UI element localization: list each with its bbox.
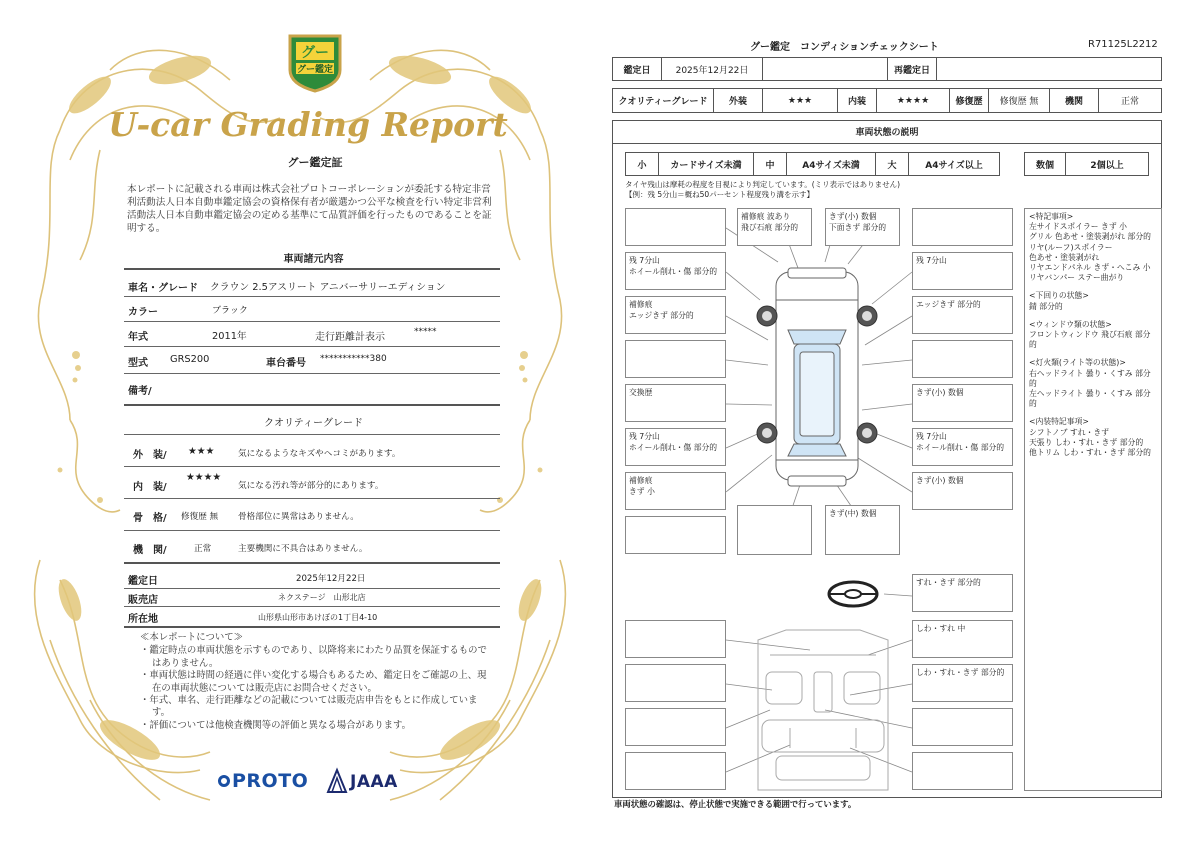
damage-box (912, 208, 1013, 246)
damage-box-rear-bumper: きず(中) 数個 (825, 505, 900, 555)
quality-section-title: クオリティーグレード (264, 418, 363, 429)
legend-count-desc: 2個以上 (1065, 152, 1149, 176)
appraisal-date-label: 鑑定日 (128, 576, 158, 587)
damage-box-front-under: きず(小) 数個 下面きず 部分的 (825, 208, 900, 246)
legend-count: 数個 (1024, 152, 1066, 176)
damage-box (625, 620, 726, 658)
jaaa-mark-icon (326, 768, 348, 794)
chassis-label: 車台番号 (266, 358, 306, 369)
divider (124, 562, 500, 564)
damage-box-front-right-tire: 残 7分山 (912, 252, 1013, 290)
divider (124, 466, 500, 467)
location-label: 所在地 (128, 614, 158, 625)
damage-box (912, 752, 1013, 790)
damage-box (737, 505, 812, 555)
proto-mark-icon (218, 775, 230, 787)
legend-small: 小 (625, 152, 659, 176)
legend-medium: 中 (753, 152, 787, 176)
damage-box-left-fender: 補修痕 エッジきず 部分的 (625, 296, 726, 334)
year-label: 年式 (128, 332, 148, 343)
damage-box (625, 208, 726, 246)
damage-box-front-left-tire: 残 7分山 ホイール削れ・傷 部分的 (625, 252, 726, 290)
report-script-title (108, 98, 508, 150)
reappraisal-value-cell (936, 57, 1162, 81)
damage-box-rear-right-tire: 残 7分山 ホイール削れ・傷 部分的 (912, 428, 1013, 466)
divider (124, 626, 500, 628)
divider (124, 606, 500, 607)
frame-grade-value: 修復歴 無 (181, 512, 219, 522)
mileage-value: ***** (414, 327, 437, 337)
interior-grade-label: 内 装/ (133, 482, 167, 493)
engine-label-cell: 機関 (1049, 88, 1099, 113)
damage-box-right-fender: エッジきず 部分的 (912, 296, 1013, 334)
engine-grade-label: 機 関/ (133, 545, 167, 556)
report-title-text: U-car Grading Report (108, 105, 508, 144)
goo-kantei-logo (286, 30, 344, 92)
model-value: GRS200 (170, 354, 210, 365)
special-notes-panel (1024, 208, 1162, 791)
appraisal-date-value: 2025年12月22日 (296, 574, 366, 584)
spec-section-title: 車両諸元内容 (283, 254, 344, 265)
color-label: カラー (128, 307, 158, 318)
jaaa-logo-text: JAAA (350, 772, 398, 792)
quality-label-cell: クオリティーグレード (612, 88, 714, 113)
divider (124, 434, 500, 435)
legend-medium-desc: A4サイズ未満 (786, 152, 876, 176)
divider (124, 498, 500, 499)
tire-note: タイヤ残山は摩耗の程度を目視により判定しています。(ミリ表示ではありません) (625, 180, 901, 189)
certificate-title: グー鑑定証 (287, 156, 343, 169)
notes-group-lights: <灯火類(ライト等の状態)> 右ヘッドライト 曇り・くすみ 部分的 左ヘッドライト 曇り・くすみ 部分的 (1029, 358, 1151, 409)
date-value-cell: 2025年12月22日 (661, 57, 763, 81)
exterior-grade-desc: 気になるようなキズやヘコミがあります。 (238, 449, 401, 459)
model-label: 型式 (128, 358, 148, 369)
notes-group-interior: <内装特記事項> シフトノブ すれ・きず 天張り しわ・すれ・きず 部分的 他トリム しわ・すれ・きず 部分的 (1029, 417, 1151, 458)
divider (124, 530, 500, 531)
damage-box-left-quarter: 補修痕 きず 小 (625, 472, 726, 510)
notes-heading: ≪本レポートについて≫ (140, 632, 243, 643)
damage-box-right-door: きず(小) 数個 (912, 384, 1013, 422)
engine-value-cell: 正常 (1098, 88, 1162, 113)
sheet-title: グー鑑定 コンディションチェックシート (750, 42, 939, 53)
damage-box-front-bumper: 補修痕 波あり 飛び石痕 部分的 (737, 208, 812, 246)
car-name-value: クラウン 2.5アスリート アニバーサリーエディション (210, 282, 446, 293)
location-value: 山形県山形市あけぼの1丁目4-10 (258, 613, 378, 622)
date-label-cell: 鑑定日 (612, 57, 662, 81)
damage-box-right-quarter: きず(小) 数個 (912, 472, 1013, 510)
damage-box (625, 340, 726, 378)
exterior-grade-stars: ★★★ (188, 446, 215, 457)
repair-value-cell: 修復歴 無 (988, 88, 1050, 113)
exterior-value-cell: ★★★ (762, 88, 838, 113)
mileage-label: 走行距離計表示 (315, 332, 385, 343)
interior-label-cell: 内装 (837, 88, 877, 113)
engine-grade-desc: 主要機関に不具合はありません。 (238, 544, 368, 554)
tire-note-example: 【例：残 5分山＝概ね50パーセント程度残り溝を示す】 (625, 190, 815, 199)
sheet-footer: 車両状態の確認は、停止状態で実施できる範囲で行っています。 (614, 799, 857, 809)
legend-large: 大 (875, 152, 909, 176)
note-item: ・車両状態は時間の経過に伴い変化する場合もあるため、鑑定日をご確認の上、現在の車両状態については販売店にお問合せください。 (140, 670, 487, 694)
damage-box (625, 664, 726, 702)
divider (124, 268, 500, 270)
damage-box (625, 516, 726, 554)
notes-group-underbody: <下回りの状態> 錆 部分的 (1029, 291, 1089, 311)
exterior-label-cell: 外装 (713, 88, 763, 113)
note-item: ・鑑定時点の車両状態を示すものであり、以降将来にわたり品質を保証するものではありません。 (140, 645, 487, 669)
empty-cell (762, 57, 888, 81)
repair-label-cell: 修復歴 (949, 88, 989, 113)
damage-box-left-door: 交換歴 (625, 384, 726, 422)
damage-box-interior-2: しわ・すれ・きず 部分的 (912, 664, 1013, 702)
divider (124, 321, 500, 322)
damage-box (912, 708, 1013, 746)
dealer-value: ネクステージ 山形北店 (278, 593, 366, 602)
engine-grade-value: 正常 (194, 544, 212, 554)
sheet-code: R71125L2212 (1088, 39, 1158, 50)
condition-check-sheet (600, 0, 1200, 848)
legend-small-desc: カードサイズ未満 (658, 152, 754, 176)
report-notes (140, 632, 490, 732)
dealer-label: 販売店 (128, 595, 158, 606)
notes-group-windows: <ウィンドウ類の状態> フロントウィンドウ 飛び石痕 部分的 (1029, 319, 1151, 350)
legend-large-desc: A4サイズ以上 (908, 152, 1000, 176)
damage-box-interior-1: しわ・すれ 中 (912, 620, 1013, 658)
interior-grade-stars: ★★★★ (186, 472, 222, 483)
divider (124, 373, 500, 374)
exterior-grade-label: 外 装/ (133, 450, 167, 461)
note-item: ・年式、車名、走行距離などの記載については販売店申告をもとに作成しています。 (140, 695, 478, 719)
damage-box (625, 752, 726, 790)
chassis-value: ***********380 (320, 354, 387, 364)
interior-value-cell: ★★★★ (876, 88, 950, 113)
divider (124, 346, 500, 347)
damage-box-steering: すれ・きず 部分的 (912, 574, 1013, 612)
note-item: ・評価については他検査機関等の評価と異なる場合があります。 (140, 719, 411, 731)
notes-group-special: <特記事項> 左サイドスポイラー きず 小 グリル 色あせ・塗装剥がれ 部分的 リヤ(ルーフ)スポイラー 色あせ・塗装剥がれ リヤエンドパネル きず・へこみ 小 リヤバンパー ステー曲がり (1029, 212, 1151, 283)
divider (124, 404, 500, 406)
frame-grade-desc: 骨格部位に異常はありません。 (238, 512, 359, 522)
year-value: 2011年 (212, 331, 247, 342)
car-name-label: 車名・グレード (128, 283, 198, 294)
interior-grade-desc: 気になる汚れ等が部分的にあります。 (238, 481, 384, 491)
logo-text: グー鑑定 (296, 65, 334, 75)
divider (124, 296, 500, 297)
reappraisal-label-cell: 再鑑定日 (887, 57, 937, 81)
proto-logo (218, 770, 308, 792)
certificate-body: 本レポートに記載される車両は株式会社プロトコーポレーションが委託する特定非営利活動法人日本自動車鑑定協会の資格保有者が厳選かつ公平な検査を行い特定非営利活動法人日本自動車鑑定協会の定める基準にて品質評価を行ったものであることを証明する。 (127, 184, 492, 234)
proto-logo-text: PROTO (232, 770, 309, 792)
section-title: 車両状態の説明 (612, 120, 1162, 144)
divider (124, 588, 500, 589)
damage-box-rear-left-tire: 残 7分山 ホイール削れ・傷 部分的 (625, 428, 726, 466)
color-value: ブラック (212, 306, 248, 316)
svg-text:グー: グー (301, 45, 329, 61)
remarks-label: 備考/ (128, 386, 152, 397)
damage-box (625, 708, 726, 746)
damage-box (912, 340, 1013, 378)
frame-grade-label: 骨 格/ (133, 513, 167, 524)
